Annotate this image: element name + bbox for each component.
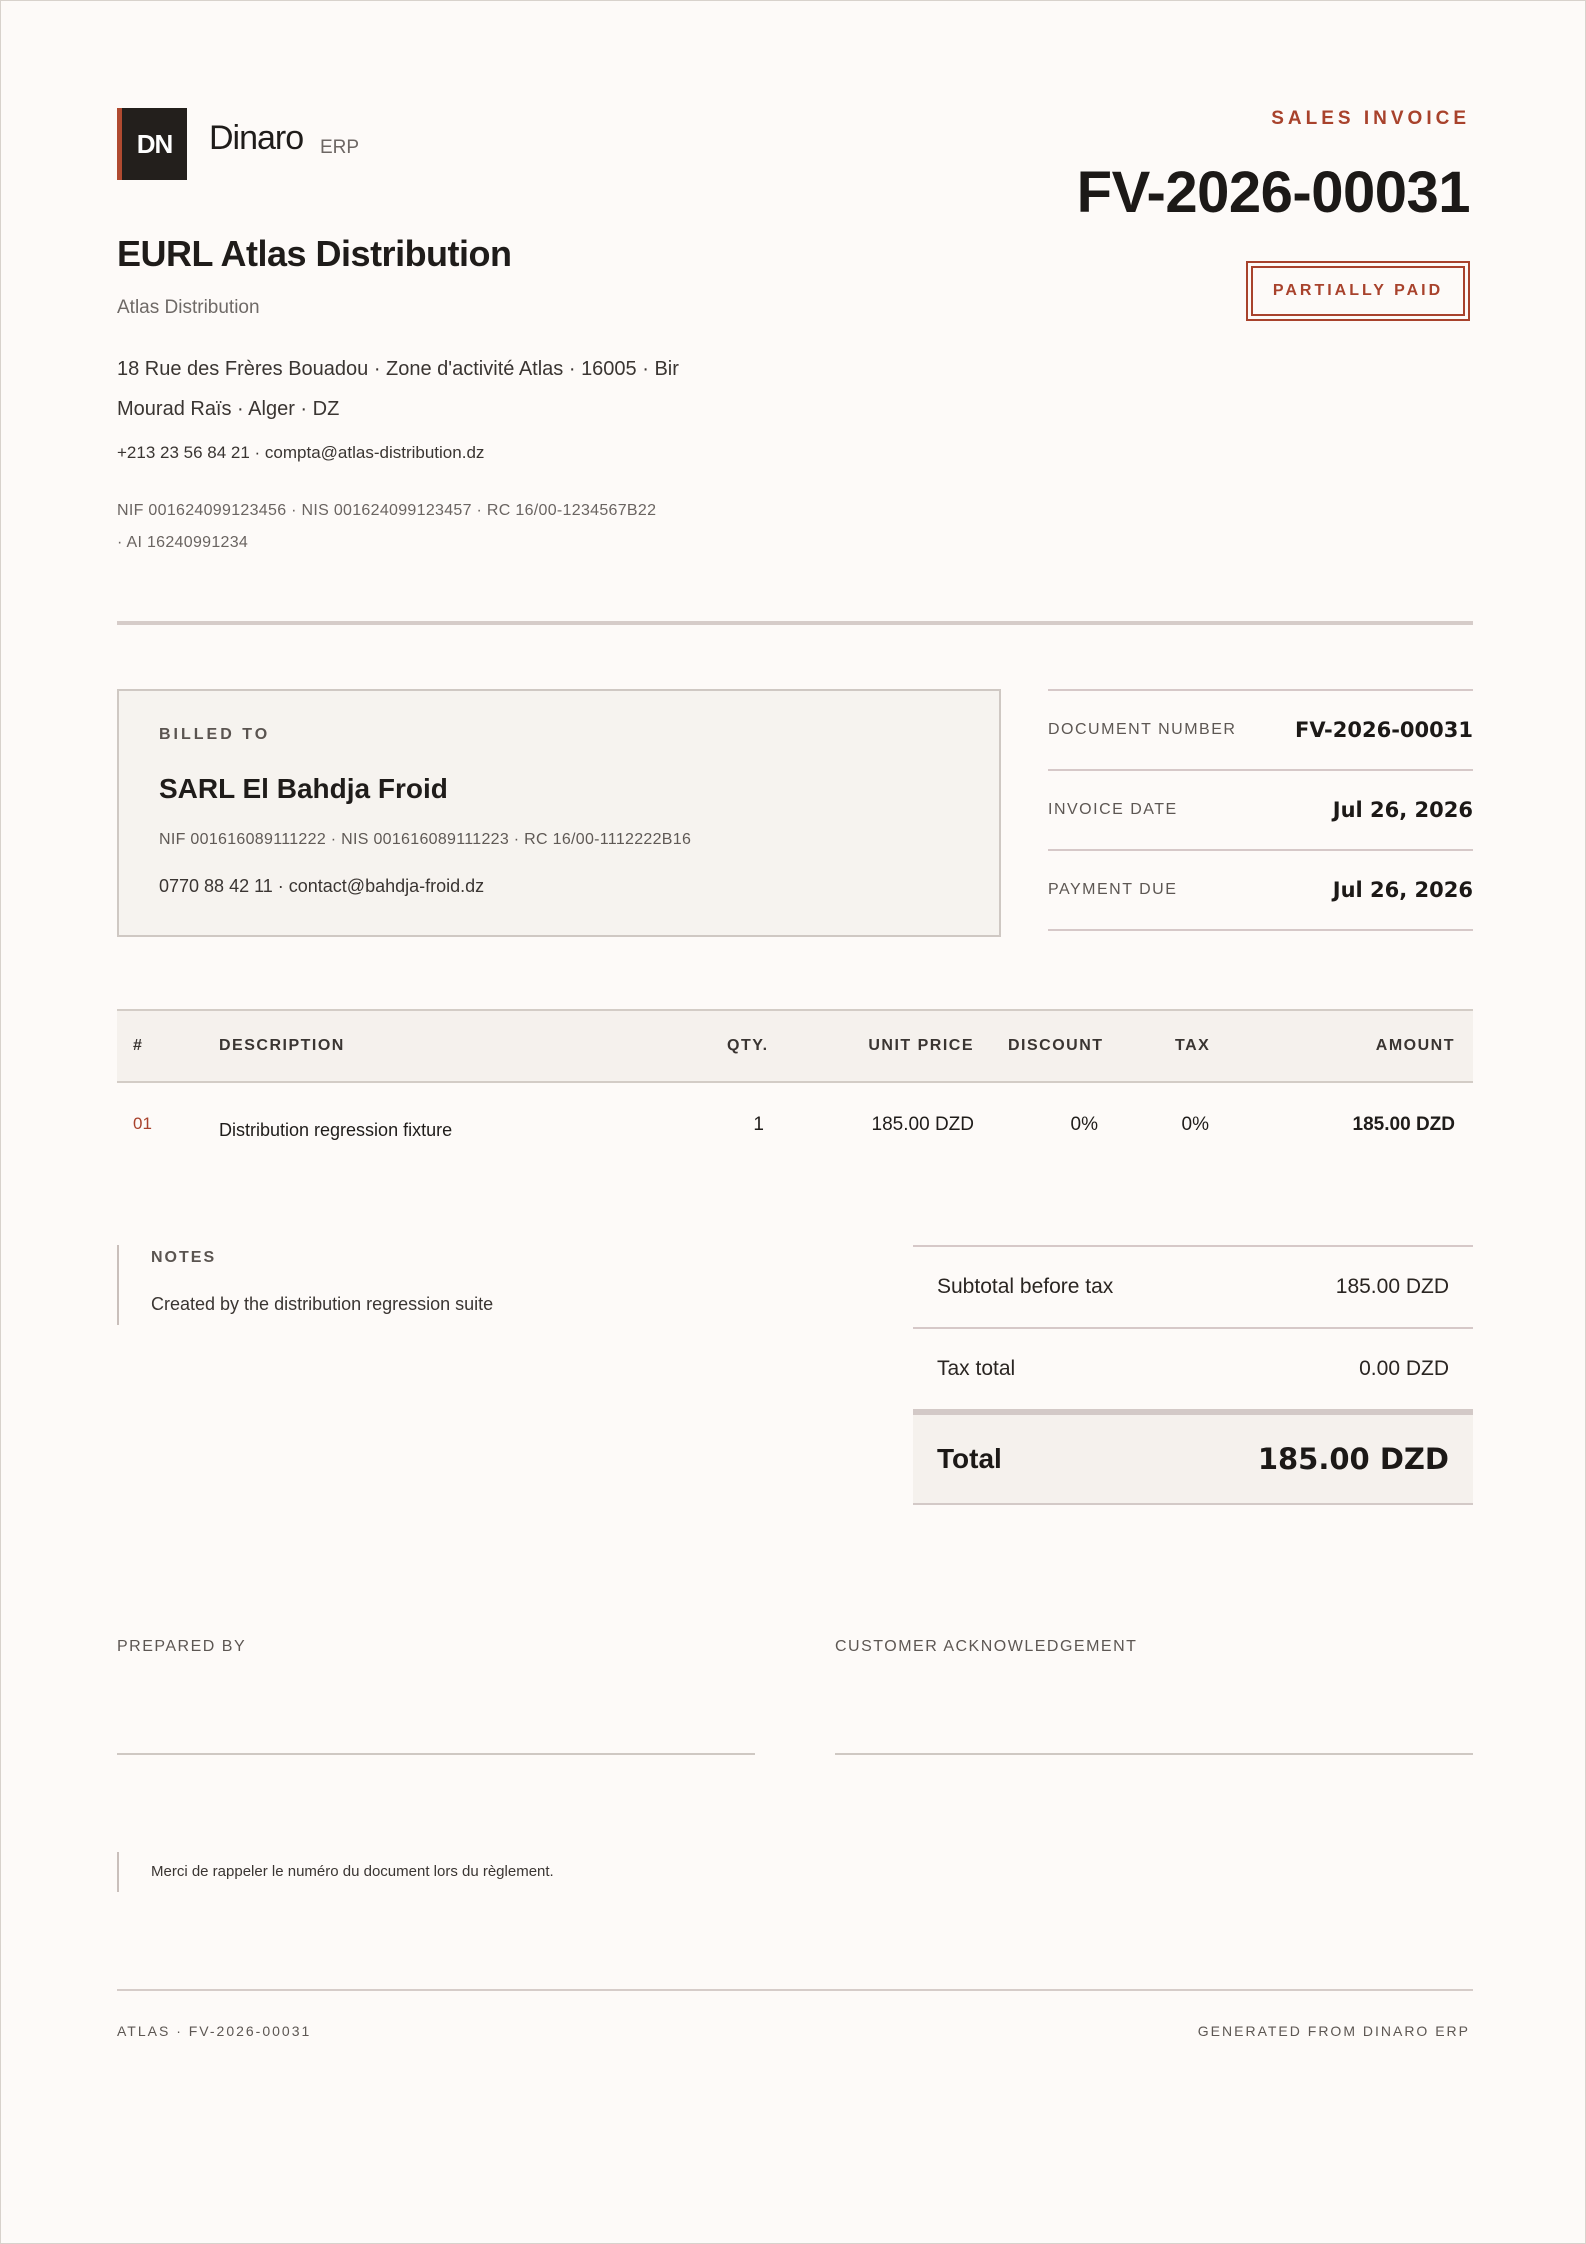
tax-total-row — [913, 1327, 1473, 1409]
row-qty: 1 — [753, 1114, 764, 1135]
invoice-number-title: FV-2026-00031 — [1076, 160, 1470, 225]
client-contact: 0770 88 42 11 · contact@bahdja-froid.dz — [159, 876, 485, 896]
col-header-description: DESCRIPTION — [219, 1037, 345, 1054]
brand-name: Dinaro — [209, 119, 304, 157]
notes-label: NOTES — [151, 1249, 217, 1266]
issuer-address: 18 Rue des Frères Bouadou · Zone d'activité Atlas · 16005 · Bir Mourad Raïs · Alger · DZ — [117, 358, 679, 420]
subtotal-row — [913, 1245, 1473, 1327]
prepared-by-label: PREPARED BY — [117, 1638, 247, 1655]
grand-total-label: Total — [937, 1443, 1002, 1474]
customer-ack-label: CUSTOMER ACKNOWLEDGEMENT — [835, 1638, 1138, 1655]
document-meta-list — [1048, 689, 1473, 931]
meta-label: DOCUMENT NUMBER — [1048, 721, 1237, 738]
header-divider — [117, 621, 1473, 625]
issuer-legal-ids: NIF 001624099123456 · NIS 001624099123457 · RC 16/00-1234567B22 · AI 16240991234 — [117, 502, 657, 551]
grand-total-value: 185.00 DZD — [1257, 1442, 1449, 1476]
document-type-label: SALES INVOICE — [1271, 108, 1470, 129]
meta-value: FV-2026-00031 — [1294, 718, 1473, 742]
issuer-trade-name: Atlas Distribution — [117, 297, 260, 318]
row-amount: 185.00 DZD — [1352, 1114, 1455, 1135]
issuer-company-name: EURL Atlas Distribution — [117, 233, 512, 274]
brand-suffix: ERP — [320, 137, 360, 158]
col-header-qty: QTY. — [727, 1037, 769, 1054]
issuer-contact: +213 23 56 84 21 · compta@atlas-distribution.dz — [117, 443, 485, 462]
meta-row-document-number — [1048, 689, 1473, 769]
row-discount: 0% — [1070, 1114, 1098, 1135]
row-tax: 0% — [1181, 1114, 1209, 1135]
col-header-unit-price: UNIT PRICE — [868, 1037, 974, 1054]
footer-divider — [117, 1989, 1473, 1991]
col-header-number: # — [133, 1037, 144, 1054]
footer-reference: ATLAS · FV-2026-00031 — [117, 2023, 312, 2039]
footer-note-accent-bar — [117, 1852, 119, 1892]
billed-to-label: BILLED TO — [159, 726, 271, 743]
col-header-tax: TAX — [1175, 1037, 1211, 1054]
row-description: Distribution regression fixture — [219, 1120, 453, 1140]
footer-generator: GENERATED FROM DINARO ERP — [1197, 2023, 1470, 2039]
status-badge — [1246, 261, 1470, 321]
meta-label: PAYMENT DUE — [1048, 881, 1178, 898]
prepared-by-signature-line — [117, 1753, 755, 1755]
status-badge-label: PARTIALLY PAID — [1251, 266, 1465, 316]
customer-ack-signature-line — [835, 1753, 1473, 1755]
company-logo: DN — [117, 108, 187, 180]
meta-row-payment-due — [1048, 849, 1473, 931]
subtotal-label: Subtotal before tax — [937, 1275, 1114, 1298]
client-name: SARL El Bahdja Froid — [159, 773, 448, 804]
row-number: 01 — [133, 1114, 152, 1133]
meta-value: Jul 26, 2026 — [1332, 878, 1473, 902]
subtotal-value: 185.00 DZD — [1335, 1275, 1449, 1298]
col-header-discount: DISCOUNT — [1008, 1037, 1104, 1054]
meta-label: INVOICE DATE — [1048, 801, 1178, 818]
tax-total-value: 0.00 DZD — [1359, 1357, 1449, 1380]
grand-total-row — [913, 1409, 1473, 1505]
payment-reminder-note: Merci de rappeler le numéro du document lors du règlement. — [151, 1863, 554, 1880]
col-header-amount: AMOUNT — [1375, 1037, 1455, 1054]
notes-text: Created by the distribution regression suite — [151, 1294, 494, 1314]
meta-row-invoice-date — [1048, 769, 1473, 849]
meta-value: Jul 26, 2026 — [1332, 798, 1473, 822]
client-legal-ids: NIF 001616089111222 · NIS 001616089111223 · RC 16/00-1112222B16 — [159, 831, 692, 848]
row-unit-price: 185.00 DZD — [871, 1114, 974, 1135]
notes-accent-bar — [117, 1245, 119, 1325]
tax-total-label: Tax total — [937, 1357, 1016, 1380]
totals-panel — [913, 1245, 1473, 1505]
